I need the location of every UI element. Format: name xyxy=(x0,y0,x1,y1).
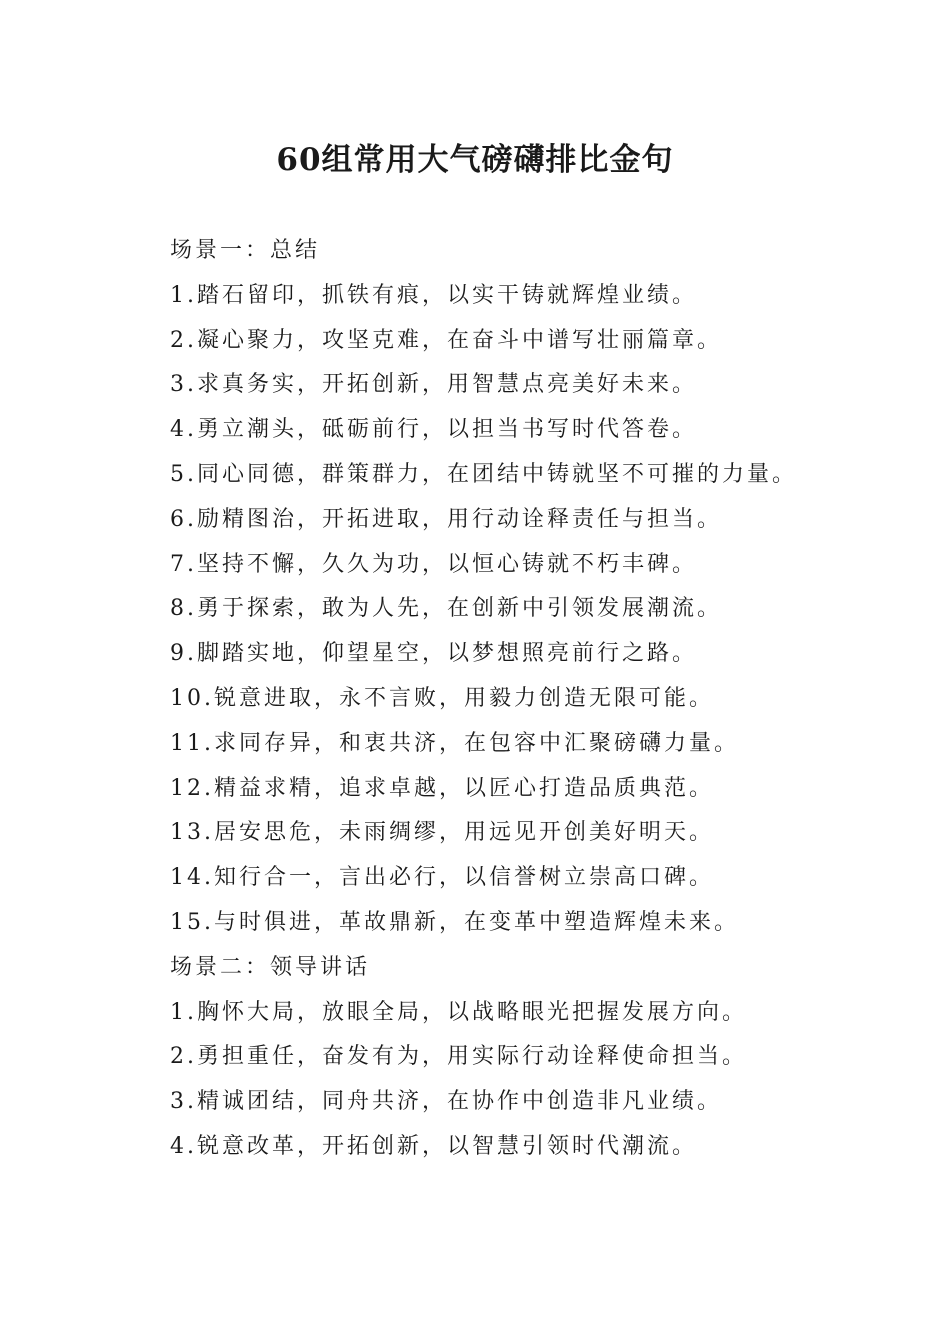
list-item: 3.精诚团结，同舟共济，在协作中创造非凡业绩。 xyxy=(170,1089,722,1115)
list-item: 2.勇担重任，奋发有为，用实际行动诠释使命担当。 xyxy=(170,1044,747,1070)
section-heading: 场景二：领导讲话 xyxy=(170,954,371,980)
list-item: 5.同心同德，群策群力，在团结中铸就坚不可摧的力量。 xyxy=(170,461,797,487)
list-item: 11.求同存异，和衷共济，在包容中汇聚磅礴力量。 xyxy=(170,730,739,756)
list-item: 7.坚持不懈，久久为功，以恒心铸就不朽丰碑。 xyxy=(170,551,697,577)
list-item: 14.知行合一，言出必行，以信誉树立崇高口碑。 xyxy=(170,865,714,891)
list-item: 9.脚踏实地，仰望星空，以梦想照亮前行之路。 xyxy=(170,641,697,667)
list-item: 15.与时俱进，革故鼎新，在变革中塑造辉煌未来。 xyxy=(170,909,739,935)
document-title: 60组常用大气磅礴排比金句 xyxy=(276,142,674,178)
list-item: 8.勇于探索，敢为人先，在创新中引领发展潮流。 xyxy=(170,596,722,622)
list-item: 12.精益求精，追求卓越，以匠心打造品质典范。 xyxy=(170,775,714,801)
list-item: 3.求真务实，开拓创新，用智慧点亮美好未来。 xyxy=(170,372,697,398)
list-item: 13.居安思危，未雨绸缪，用远见开创美好明天。 xyxy=(170,820,714,846)
list-item: 1.踏石留印，抓铁有痕，以实干铸就辉煌业绩。 xyxy=(170,282,697,308)
list-item: 10.锐意进取，永不言败，用毅力创造无限可能。 xyxy=(170,685,714,711)
section-summary xyxy=(170,229,930,946)
section-leader-speech xyxy=(170,946,930,1170)
section-heading: 场景一：总结 xyxy=(170,238,321,263)
list-item: 1.胸怀大局，放眼全局，以战略眼光把握发展方向。 xyxy=(170,999,747,1025)
list-item: 4.锐意改革，开拓创新，以智慧引领时代潮流。 xyxy=(170,1133,697,1159)
list-item: 6.励精图治，开拓进取，用行动诠释责任与担当。 xyxy=(170,506,722,532)
list-item: 4.勇立潮头，砥砺前行，以担当书写时代答卷。 xyxy=(170,417,697,443)
document-body xyxy=(170,229,930,1170)
list-item: 2.凝心聚力，攻坚克难，在奋斗中谱写壮丽篇章。 xyxy=(170,327,722,353)
